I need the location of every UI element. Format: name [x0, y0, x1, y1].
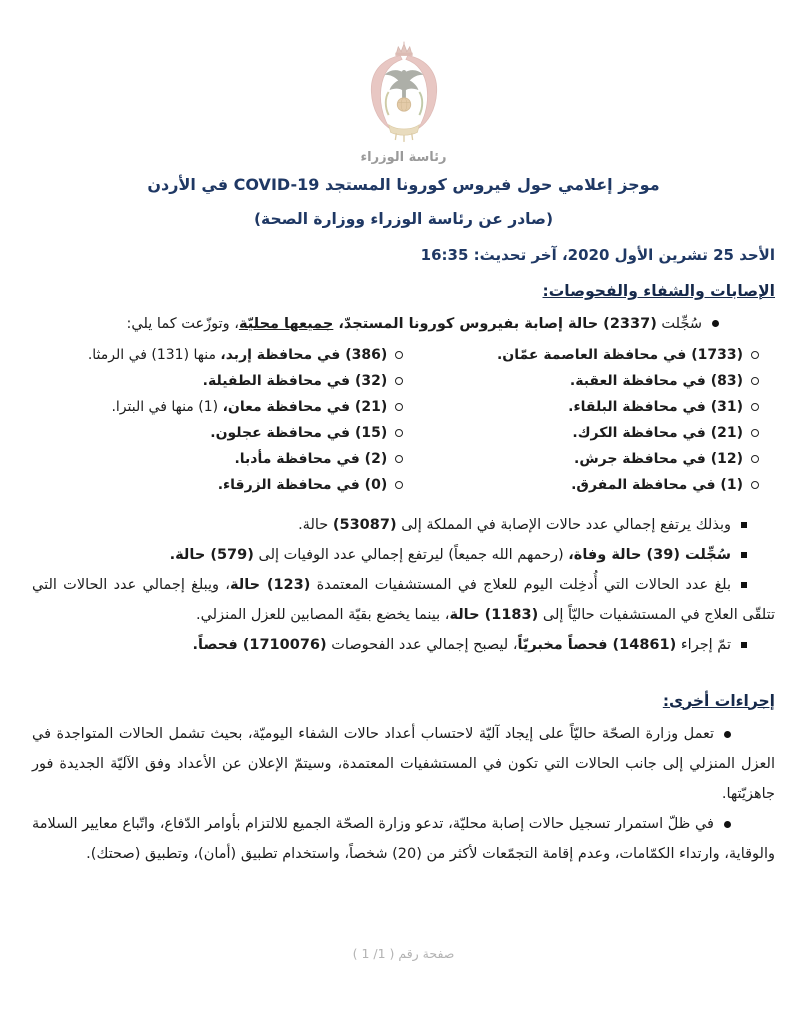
- governorates-column-right: [433, 342, 775, 498]
- list-item: [32, 420, 419, 446]
- list-item: [433, 342, 775, 368]
- list-item: [433, 394, 775, 420]
- governorates-column-left: [32, 342, 419, 498]
- section-heading-measures: إجراءات أخرى:: [662, 691, 775, 710]
- governorate-zarqa: (0) في محافظة الزرقاء.: [217, 476, 388, 493]
- document-title-line2: (صادر عن رئاسة الوزراء ووزارة الصحة): [253, 210, 554, 228]
- list-item: [32, 342, 419, 368]
- summary-tests-text: تمّ إجراء (14861) فحصاً مخبريّاً، ليصبح إجمالي عدد الفحوصات (1710076) فحصاً.: [192, 636, 731, 653]
- bullet-circle-icon: [751, 351, 759, 359]
- measure-recovery-mechanism: [32, 719, 775, 809]
- section-heading-stats: الإصابات والشفاء والفحوصات:: [542, 282, 775, 300]
- bullet-circle-icon: [395, 429, 403, 437]
- logo-caption: رئاسة الوزراء: [360, 150, 447, 165]
- governorate-irbid: (386) في محافظة إربد، منها (131) في الرمثا.: [87, 346, 388, 363]
- governorate-karak: (21) في محافظة الكرك.: [572, 424, 743, 441]
- measure-compliance-call: [32, 809, 775, 869]
- bullet-circle-icon: [395, 481, 403, 489]
- governorate-amman: (1733) في محافظة العاصمة عمّان.: [496, 346, 743, 363]
- list-item: [433, 472, 775, 498]
- list-item: [433, 446, 775, 472]
- summary-total-cases: [32, 510, 775, 540]
- bullet-square-icon: [741, 552, 747, 558]
- governorate-mafraq: (1) في محافظة المفرق.: [571, 476, 743, 493]
- governorate-tafileh: (32) في محافظة الطفيلة.: [202, 372, 388, 389]
- summary-total-cases-text: وبذلك يرتفع إجمالي عدد حالات الإصابة في المملكة إلى (53087) حالة.: [298, 516, 731, 533]
- document-title-line1: موجز إعلامي حول فيروس كورونا المستجد COVID-19 في الأردن: [147, 175, 660, 194]
- bullet-dot-icon: [712, 320, 719, 327]
- bullet-square-icon: [741, 642, 747, 648]
- bullet-circle-icon: [751, 481, 759, 489]
- list-item: [32, 368, 419, 394]
- governorate-aqaba: (83) في محافظة العقبة.: [569, 372, 743, 389]
- summary-tests: [32, 630, 775, 660]
- bullet-circle-icon: [751, 403, 759, 411]
- measure-compliance-call-text: في ظلّ استمرار تسجيل حالات إصابة محليّة، تدعو وزارة الصحّة الجميع للالتزام بأوامر الدّفاع، واتّباع معايير السلامة والوقاية، وارتداء الكمّامات، وعدم إقامة التجمّعات لأكثر من (20) شخصاً، واستخدام تطبيق (أمان)، وتطبيق (صحتك).: [32, 816, 775, 862]
- jordan-coat-of-arms-icon: [356, 40, 452, 144]
- bullet-circle-icon: [395, 455, 403, 463]
- summary-deaths: [32, 540, 775, 570]
- bullet-circle-icon: [395, 403, 403, 411]
- bullet-dot-icon: [724, 821, 731, 828]
- page-number: صفحة رقم ( 1/ 1 ): [352, 946, 455, 961]
- bullet-circle-icon: [751, 429, 759, 437]
- list-item: [433, 368, 775, 394]
- bullet-circle-icon: [751, 455, 759, 463]
- bullet-circle-icon: [395, 377, 403, 385]
- governorates-list: [32, 342, 775, 498]
- list-item: [32, 472, 419, 498]
- bullet-square-icon: [741, 582, 747, 588]
- summary-deaths-text: سُجِّلت (39) حالة وفاة، (رحمهم الله جميعاً) ليرتفع إجمالي عدد الوفيات إلى (579) حالة.: [169, 546, 731, 563]
- intro-bullet-text: سُجِّلت (2337) حالة إصابة بفيروس كورونا المستجدّ، جميعها محليّة، وتوزّعت كما يلي:: [126, 315, 702, 332]
- governorate-jerash: (12) في محافظة جرش.: [574, 450, 743, 467]
- date-line: الأحد 25 تشرين الأول 2020، آخر تحديث: 16:35: [420, 246, 775, 264]
- governorate-maan: (21) في محافظة معان، (1) منها في البترا.: [111, 398, 388, 415]
- logo-block: [32, 40, 775, 165]
- bullet-dot-icon: [724, 731, 731, 738]
- intro-bullet: [32, 310, 775, 338]
- list-item: [32, 446, 419, 472]
- summary-bullets: [32, 510, 775, 660]
- governorate-balqa: (31) في محافظة البلقاء.: [568, 398, 743, 415]
- measures-bullets: [32, 719, 775, 869]
- bullet-square-icon: [741, 522, 747, 528]
- bullet-circle-icon: [395, 351, 403, 359]
- measure-recovery-mechanism-text: تعمل وزارة الصحّة حاليّاً على إيجاد آليّة لاحتساب أعداد حالات الشفاء اليوميّة، بحيث تشمل الحالات المتواجدة في العزل المنزلي إلى جانب الحالات التي تكون في المستشفيات المعتمدة، وسيتمّ الإعلان عن الأعداد وفق الآليّة الجديدة فور جاهزيّتها.: [32, 726, 775, 802]
- governorate-madaba: (2) في محافظة مأدبا.: [234, 450, 388, 467]
- summary-hospitalized-text: بلغ عدد الحالات التي أُدخِلت اليوم للعلاج في المستشفيات المعتمدة (123) حالة، ويبلغ إجمالي عدد الحالات التي تتلقّى العلاج في المستشفيات حاليّاً إلى (1183) حالة، بينما يخضع بقيّة المصابين للعزل المنزلي.: [32, 576, 775, 623]
- list-item: [433, 420, 775, 446]
- summary-hospitalized: [32, 570, 775, 630]
- bullet-circle-icon: [751, 377, 759, 385]
- governorate-ajloun: (15) في محافظة عجلون.: [210, 424, 388, 441]
- list-item: [32, 394, 419, 420]
